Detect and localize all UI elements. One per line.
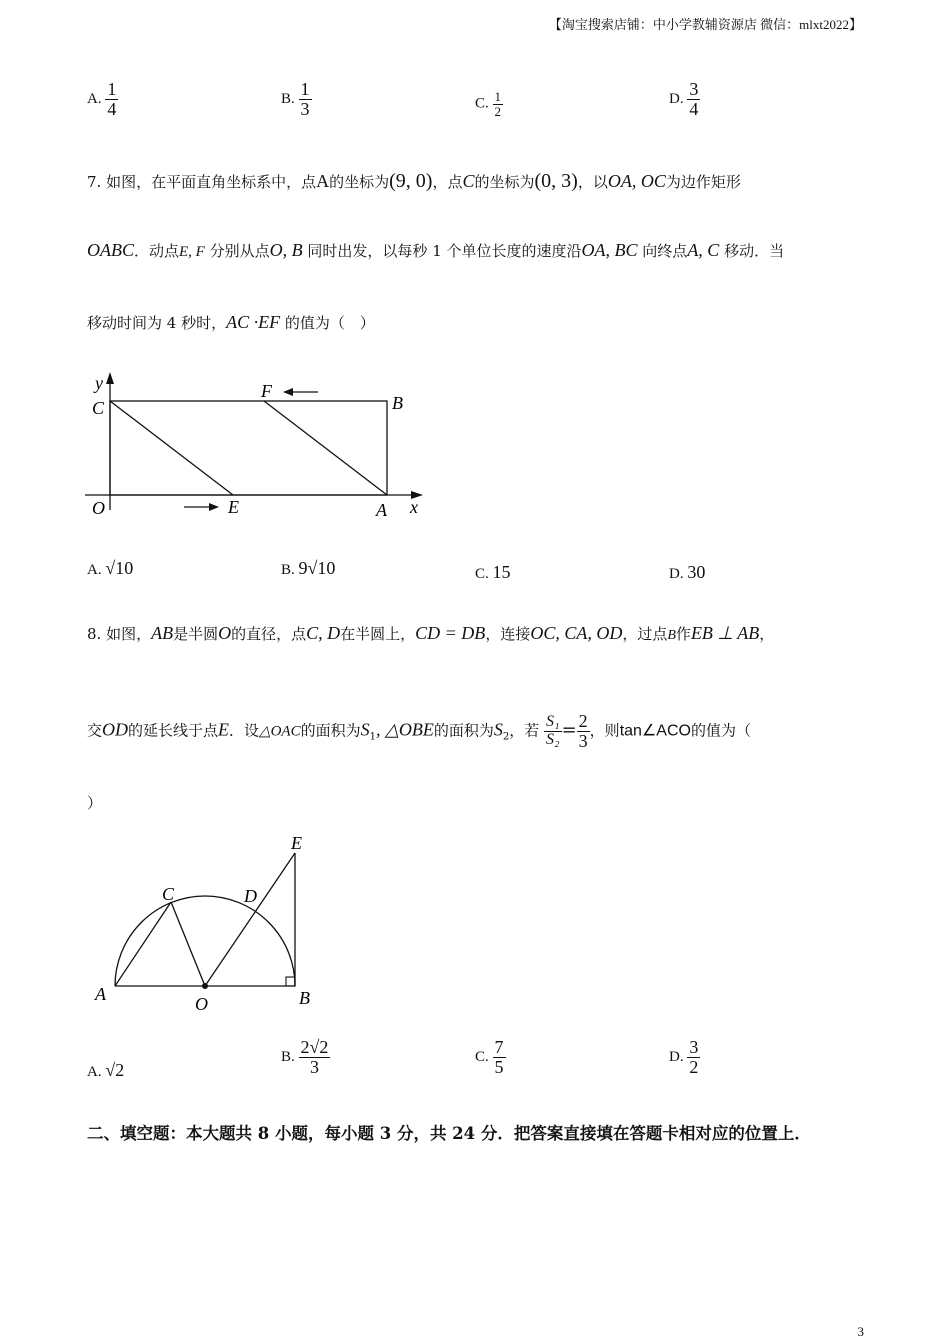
figure-semicircle xyxy=(85,828,325,1018)
y-axis-arrow xyxy=(106,372,114,384)
label-b: B xyxy=(299,988,310,1008)
label-y: y xyxy=(95,373,103,393)
label-b: B xyxy=(392,393,403,413)
rectangle-oabc xyxy=(110,401,387,495)
segment-co xyxy=(171,902,205,986)
right-angle-mark xyxy=(286,977,295,986)
segment-ce xyxy=(110,401,233,495)
fraction: $\frac{1}{4}$ xyxy=(107,79,117,119)
fraction: $\frac{1}{3}$ xyxy=(300,79,310,119)
figure-rectangle-coordinate xyxy=(80,370,430,520)
ratio-fraction: $\frac{\text{S₁}}{\text{S₂}}$ xyxy=(546,713,560,748)
q8-option-c: C. $\frac{7}{5}$ xyxy=(475,1037,504,1077)
q7-line-2: OABC．动点E, F 分别从点O, B 同时出发，以每秒 1 个单位长度的速度沿OA, BC 向终点A, C 移动．当 xyxy=(87,240,785,260)
semicircle-arc xyxy=(115,896,295,986)
label-e: E xyxy=(228,497,239,517)
fraction: $\frac{1}{2}$ xyxy=(494,89,502,119)
q7-option-b: B. 9√10 xyxy=(281,558,336,578)
q8-line-2: 交OD的延长线于点E．设△OAC的面积为$S_1$, △OBE的面积为$S_2$，若 $\frac{\text{S₁}}{\text{S₂}}$ = $\frac{2}{3}$ ，则tan∠ACO的值为（ xyxy=(87,711,751,751)
q7-line-3: 移动时间为 4 秒时，AC ·EF 的值为（ ） xyxy=(87,312,375,332)
segment-oe xyxy=(205,853,295,986)
label-o: O xyxy=(195,994,208,1014)
label-o: O xyxy=(92,498,105,518)
q7-option-c: C. 15 xyxy=(475,562,511,582)
q8-line-1: 8. 如图，AB是半圆O的直径，点C, D在半圆上，CD = DB，连接OC, CA, OD，过点B作EB ⊥ AB， xyxy=(87,623,775,643)
label-c: C xyxy=(162,884,175,904)
label-c: C xyxy=(92,398,105,418)
q8-line-3: ） xyxy=(87,794,103,812)
label-f: F xyxy=(261,381,272,401)
option-label: B. xyxy=(281,90,295,107)
q6-option-c xyxy=(475,90,503,118)
arrow-f-head xyxy=(283,388,293,396)
fraction: $\frac{2√2}{3}$ xyxy=(300,1037,329,1077)
fraction: $\frac{3}{2}$ xyxy=(689,1037,699,1077)
label-x: x xyxy=(410,497,418,517)
q8-option-a: A. √2 xyxy=(87,1060,125,1080)
q7-option-a: A. √10 xyxy=(87,558,134,578)
segment-fa xyxy=(264,401,387,495)
q7-line-1: 7. 如图，在平面直角坐标系中，点A的坐标为(9, 0)，点C的坐标为(0, 3)，以OA, OC为边作矩形 xyxy=(87,170,741,192)
label-d: D xyxy=(244,886,257,906)
q6-option-a xyxy=(87,80,118,119)
option-label: D. xyxy=(669,90,684,107)
q6-option-d xyxy=(669,80,700,119)
q8-option-d: D. $\frac{3}{2}$ xyxy=(669,1037,699,1077)
q6-option-b xyxy=(281,80,312,119)
label-a: A xyxy=(95,984,106,1004)
value-fraction: $\frac{2}{3}$ xyxy=(578,711,588,751)
label-e: E xyxy=(291,833,302,853)
q8-option-b: B. $\frac{2√2}{3}$ xyxy=(281,1037,329,1077)
label-a: A xyxy=(376,500,387,520)
option-label: A. xyxy=(87,90,102,107)
page-header: 【淘宝搜索店铺：中小学教辅资源店 微信：mlxt2022】 xyxy=(548,17,862,32)
segment-ac xyxy=(115,902,171,986)
page-number: 3 xyxy=(857,1324,864,1339)
section-2-title: 二、填空题：本大题共 8 小题，每小题 3 分，共 24 分．把答案直接填在答题卡相对应的位置上． xyxy=(87,1124,811,1143)
option-label: C. xyxy=(475,95,489,112)
q7-option-d: D. 30 xyxy=(669,562,706,582)
arrow-e-head xyxy=(209,503,219,511)
fraction: $\frac{7}{5}$ xyxy=(494,1037,504,1077)
fraction: $\frac{3}{4}$ xyxy=(689,79,699,119)
center-point-o xyxy=(202,983,208,989)
